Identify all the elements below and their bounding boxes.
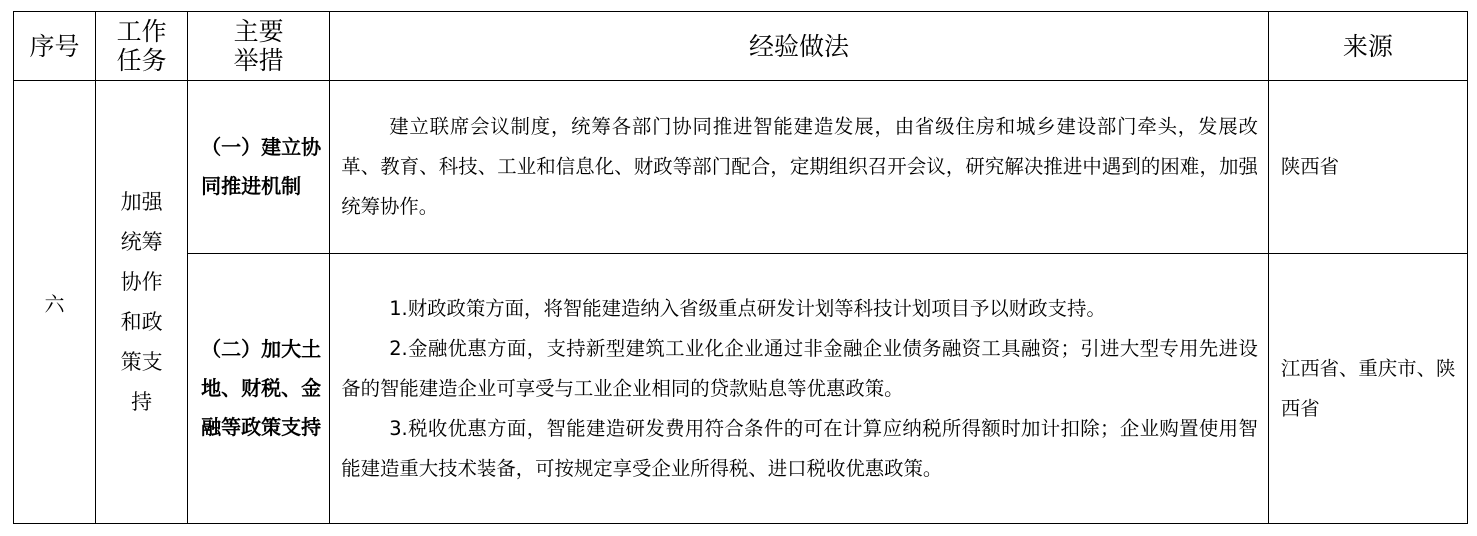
- section-seq: 六: [14, 81, 96, 524]
- table-row: [14, 254, 1468, 524]
- header-row: [14, 12, 1468, 81]
- header-task: 工作任务: [96, 12, 188, 81]
- header-experience: 经验做法: [330, 12, 1269, 81]
- source-cell: 陕西省: [1268, 81, 1467, 254]
- section-task: 加强统筹协作和政策支持: [96, 81, 188, 524]
- experience-paragraph: 建立联席会议制度，统筹各部门协同推进智能建造发展，由省级住房和城乡建设部门牵头，发展改革、教育、科技、工业和信息化、财政等部门配合，定期组织召开会议，研究解决推进中遇到的困难，加强统筹协作。: [341, 115, 1258, 218]
- experience-cell: [330, 81, 1269, 254]
- table-row: [14, 81, 1468, 254]
- experience-paragraph: 1.财政政策方面，将智能建造纳入省级重点研发计划等科技计划项目予以财政支持。: [389, 296, 1106, 320]
- measure-cell: （二）加大土地、财税、金融等政策支持: [188, 254, 330, 524]
- experience-paragraph: 2.金融优惠方面，支持新型建筑工业化企业通过非金融企业债务融资工具融资；引进大型专用先进设备的智能建造企业可享受与工业企业相同的贷款贴息等优惠政策。: [341, 336, 1258, 400]
- measure-cell: （一）建立协同推进机制: [188, 81, 330, 254]
- header-seq: 序号: [14, 12, 96, 81]
- experience-cell: [330, 254, 1269, 524]
- header-source: 来源: [1268, 12, 1467, 81]
- header-measure: 主要举措: [188, 12, 330, 81]
- source-cell: 江西省、重庆市、陕西省: [1268, 254, 1467, 524]
- experience-paragraph: 3.税收优惠方面，智能建造研发费用符合条件的可在计算应纳税所得额时加计扣除；企业购置使用智能建造重大技术装备，可按规定享受企业所得税、进口税收优惠政策。: [341, 416, 1258, 480]
- policy-table: [13, 11, 1468, 524]
